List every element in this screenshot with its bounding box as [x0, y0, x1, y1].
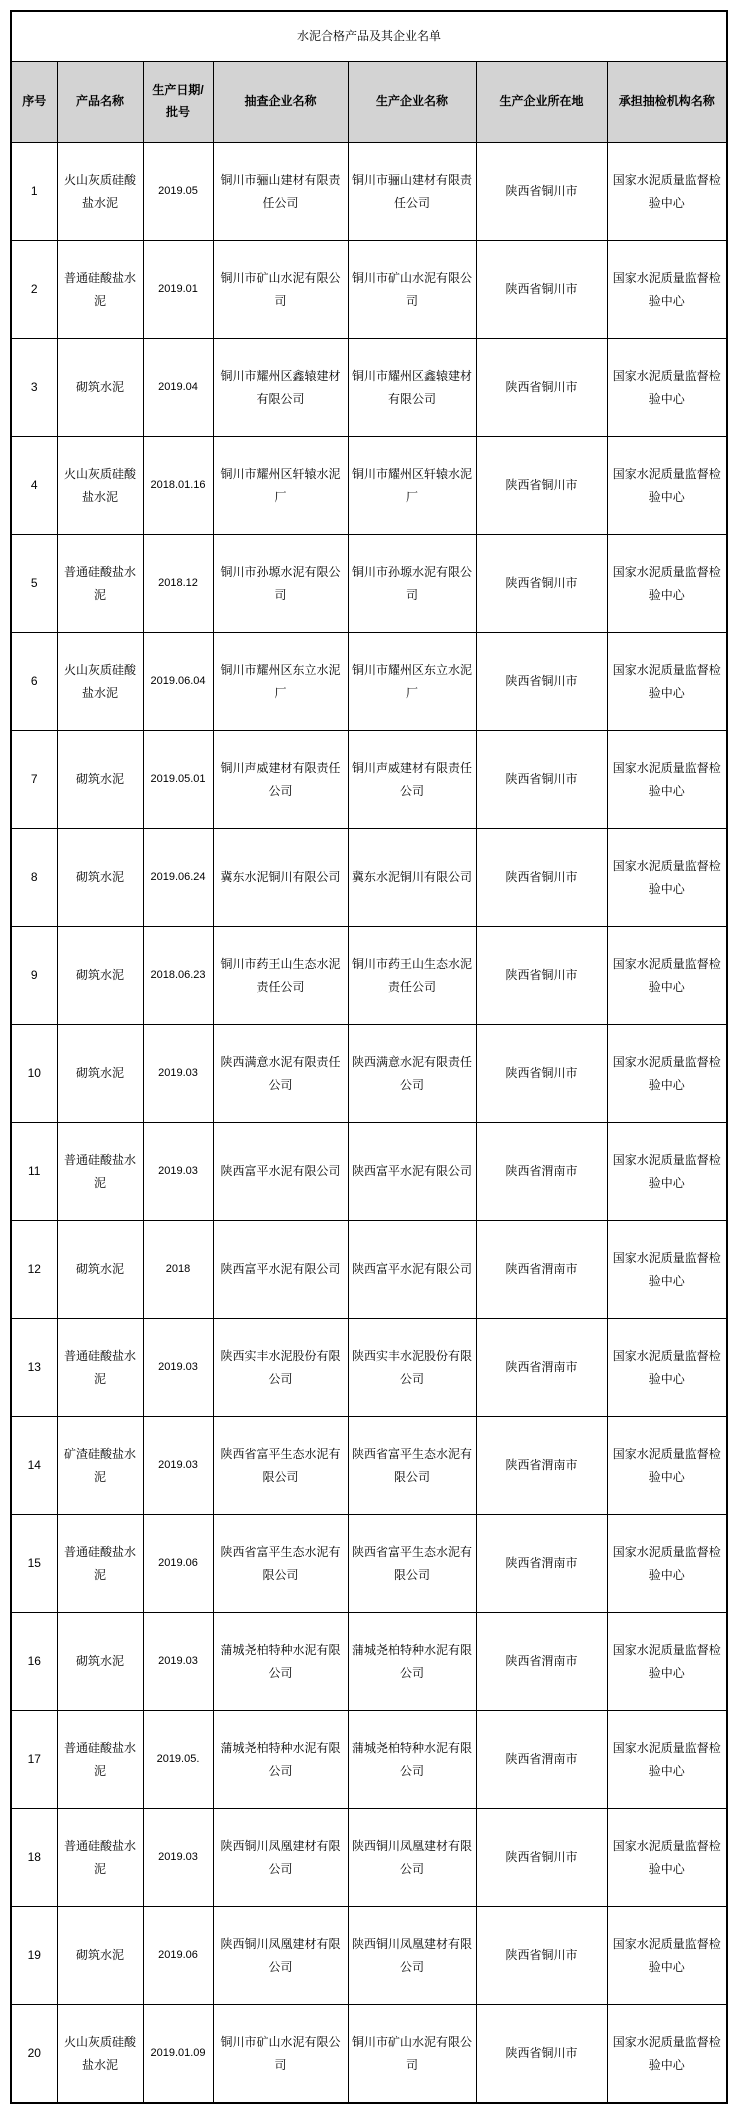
cell-producer-location: 陕西省渭南市	[476, 1221, 607, 1319]
cell-index: 5	[11, 535, 57, 633]
cell-producer: 铜川市耀州区鑫辕建材有限公司	[348, 339, 476, 437]
cell-inspection-agency: 国家水泥质量监督检验中心	[607, 633, 727, 731]
table-row	[11, 633, 727, 731]
table-row	[11, 1123, 727, 1221]
cell-index: 19	[11, 1907, 57, 2005]
cell-production-date: 2019.05.	[143, 1711, 213, 1809]
cell-index: 8	[11, 829, 57, 927]
cell-product-name: 普通硅酸盐水泥	[57, 1319, 143, 1417]
cell-product-name: 火山灰质硅酸盐水泥	[57, 633, 143, 731]
cell-producer: 陕西铜川凤凰建材有限公司	[348, 1907, 476, 2005]
table-row	[11, 1711, 727, 1809]
cell-producer-location: 陕西省渭南市	[476, 1613, 607, 1711]
column-header-index: 序号	[11, 62, 57, 143]
cell-producer: 陕西富平水泥有限公司	[348, 1221, 476, 1319]
cell-product-name: 普通硅酸盐水泥	[57, 1123, 143, 1221]
cell-product-name: 火山灰质硅酸盐水泥	[57, 2005, 143, 2104]
cell-producer: 铜川市耀州区东立水泥厂	[348, 633, 476, 731]
cell-sampled-company: 铜川市矿山水泥有限公司	[213, 241, 348, 339]
cell-producer-location: 陕西省铜川市	[476, 927, 607, 1025]
cell-sampled-company: 陕西富平水泥有限公司	[213, 1221, 348, 1319]
column-header-producer-location: 生产企业所在地	[476, 62, 607, 143]
cell-sampled-company: 陕西铜川凤凰建材有限公司	[213, 1809, 348, 1907]
cell-producer-location: 陕西省渭南市	[476, 1123, 607, 1221]
column-header-production-date: 生产日期/批号	[143, 62, 213, 143]
cell-production-date: 2019.03	[143, 1123, 213, 1221]
table-row	[11, 143, 727, 241]
cell-producer: 铜川市药王山生态水泥责任公司	[348, 927, 476, 1025]
cell-product-name: 砌筑水泥	[57, 1907, 143, 2005]
cell-producer: 陕西富平水泥有限公司	[348, 1123, 476, 1221]
column-header-inspection-agency: 承担抽检机构名称	[607, 62, 727, 143]
cell-inspection-agency: 国家水泥质量监督检验中心	[607, 1025, 727, 1123]
cell-product-name: 普通硅酸盐水泥	[57, 241, 143, 339]
table-title: 水泥合格产品及其企业名单	[11, 11, 727, 62]
cell-product-name: 普通硅酸盐水泥	[57, 1809, 143, 1907]
cell-producer: 陕西实丰水泥股份有限公司	[348, 1319, 476, 1417]
cell-sampled-company: 铜川市药王山生态水泥责任公司	[213, 927, 348, 1025]
cell-inspection-agency: 国家水泥质量监督检验中心	[607, 1319, 727, 1417]
cell-inspection-agency: 国家水泥质量监督检验中心	[607, 241, 727, 339]
cell-production-date: 2019.01.09	[143, 2005, 213, 2104]
cell-inspection-agency: 国家水泥质量监督检验中心	[607, 143, 727, 241]
cell-producer-location: 陕西省铜川市	[476, 535, 607, 633]
cell-producer: 蒲城尧柏特种水泥有限公司	[348, 1613, 476, 1711]
cell-producer-location: 陕西省铜川市	[476, 241, 607, 339]
cell-inspection-agency: 国家水泥质量监督检验中心	[607, 2005, 727, 2104]
cell-sampled-company: 铜川市耀州区鑫辕建材有限公司	[213, 339, 348, 437]
table-row	[11, 1907, 727, 2005]
cell-sampled-company: 陕西满意水泥有限责任公司	[213, 1025, 348, 1123]
cell-production-date: 2019.04	[143, 339, 213, 437]
table-row	[11, 731, 727, 829]
cell-sampled-company: 铜川市耀州区轩辕水泥厂	[213, 437, 348, 535]
cell-inspection-agency: 国家水泥质量监督检验中心	[607, 1613, 727, 1711]
cell-producer-location: 陕西省铜川市	[476, 633, 607, 731]
table-title-row	[11, 11, 727, 62]
cell-sampled-company: 陕西实丰水泥股份有限公司	[213, 1319, 348, 1417]
table-row	[11, 1515, 727, 1613]
cell-producer: 陕西省富平生态水泥有限公司	[348, 1515, 476, 1613]
cell-production-date: 2018	[143, 1221, 213, 1319]
cell-index: 3	[11, 339, 57, 437]
cell-product-name: 普通硅酸盐水泥	[57, 1711, 143, 1809]
cell-production-date: 2019.05.01	[143, 731, 213, 829]
cell-inspection-agency: 国家水泥质量监督检验中心	[607, 829, 727, 927]
cell-index: 20	[11, 2005, 57, 2104]
cell-inspection-agency: 国家水泥质量监督检验中心	[607, 927, 727, 1025]
cell-producer: 陕西铜川凤凰建材有限公司	[348, 1809, 476, 1907]
column-header-product-name: 产品名称	[57, 62, 143, 143]
cement-products-table	[10, 10, 728, 2104]
cell-producer-location: 陕西省铜川市	[476, 143, 607, 241]
table-row	[11, 1221, 727, 1319]
cell-inspection-agency: 国家水泥质量监督检验中心	[607, 1123, 727, 1221]
cell-index: 11	[11, 1123, 57, 1221]
cell-sampled-company: 铜川市矿山水泥有限公司	[213, 2005, 348, 2104]
table-body	[11, 143, 727, 2104]
table-row	[11, 2005, 727, 2104]
cell-index: 4	[11, 437, 57, 535]
cell-index: 12	[11, 1221, 57, 1319]
cell-producer: 冀东水泥铜川有限公司	[348, 829, 476, 927]
cell-producer-location: 陕西省铜川市	[476, 1809, 607, 1907]
cell-production-date: 2019.01	[143, 241, 213, 339]
cell-sampled-company: 铜川市耀州区东立水泥厂	[213, 633, 348, 731]
table-row	[11, 339, 727, 437]
cell-index: 7	[11, 731, 57, 829]
cell-index: 18	[11, 1809, 57, 1907]
cell-product-name: 普通硅酸盐水泥	[57, 1515, 143, 1613]
table-row	[11, 1613, 727, 1711]
cell-sampled-company: 蒲城尧柏特种水泥有限公司	[213, 1711, 348, 1809]
cell-product-name: 砌筑水泥	[57, 339, 143, 437]
cell-index: 1	[11, 143, 57, 241]
cell-inspection-agency: 国家水泥质量监督检验中心	[607, 1809, 727, 1907]
cell-index: 6	[11, 633, 57, 731]
cell-product-name: 矿渣硅酸盐水泥	[57, 1417, 143, 1515]
cell-inspection-agency: 国家水泥质量监督检验中心	[607, 1907, 727, 2005]
cell-product-name: 普通硅酸盐水泥	[57, 535, 143, 633]
cell-inspection-agency: 国家水泥质量监督检验中心	[607, 1711, 727, 1809]
cell-product-name: 火山灰质硅酸盐水泥	[57, 437, 143, 535]
table-header-row	[11, 62, 727, 143]
cell-producer: 铜川市矿山水泥有限公司	[348, 241, 476, 339]
cell-inspection-agency: 国家水泥质量监督检验中心	[607, 1221, 727, 1319]
table-row	[11, 437, 727, 535]
cell-production-date: 2019.06	[143, 1907, 213, 2005]
cell-producer: 陕西满意水泥有限责任公司	[348, 1025, 476, 1123]
cell-sampled-company: 陕西富平水泥有限公司	[213, 1123, 348, 1221]
cell-producer: 铜川市耀州区轩辕水泥厂	[348, 437, 476, 535]
cell-product-name: 砌筑水泥	[57, 1613, 143, 1711]
cell-index: 16	[11, 1613, 57, 1711]
table-row	[11, 927, 727, 1025]
cell-index: 17	[11, 1711, 57, 1809]
cell-inspection-agency: 国家水泥质量监督检验中心	[607, 535, 727, 633]
cell-producer: 铜川声威建材有限责任公司	[348, 731, 476, 829]
cell-inspection-agency: 国家水泥质量监督检验中心	[607, 1417, 727, 1515]
cell-sampled-company: 陕西省富平生态水泥有限公司	[213, 1515, 348, 1613]
cell-sampled-company: 陕西铜川凤凰建材有限公司	[213, 1907, 348, 2005]
cell-inspection-agency: 国家水泥质量监督检验中心	[607, 437, 727, 535]
column-header-sampled-company: 抽查企业名称	[213, 62, 348, 143]
cell-product-name: 砌筑水泥	[57, 1221, 143, 1319]
cell-producer-location: 陕西省渭南市	[476, 1319, 607, 1417]
table-row	[11, 1025, 727, 1123]
table-row	[11, 241, 727, 339]
cell-producer: 铜川市矿山水泥有限公司	[348, 2005, 476, 2104]
table-row	[11, 829, 727, 927]
cell-production-date: 2019.03	[143, 1319, 213, 1417]
cell-index: 10	[11, 1025, 57, 1123]
cell-index: 14	[11, 1417, 57, 1515]
cell-producer-location: 陕西省铜川市	[476, 2005, 607, 2104]
cell-production-date: 2019.03	[143, 1025, 213, 1123]
cell-production-date: 2018.12	[143, 535, 213, 633]
cell-producer-location: 陕西省铜川市	[476, 339, 607, 437]
cell-sampled-company: 铜川市孙塬水泥有限公司	[213, 535, 348, 633]
column-header-producer: 生产企业名称	[348, 62, 476, 143]
cell-production-date: 2019.06.24	[143, 829, 213, 927]
cell-index: 9	[11, 927, 57, 1025]
cell-producer-location: 陕西省渭南市	[476, 1515, 607, 1613]
cell-production-date: 2019.03	[143, 1417, 213, 1515]
cell-product-name: 砌筑水泥	[57, 1025, 143, 1123]
cell-index: 13	[11, 1319, 57, 1417]
cell-production-date: 2019.03	[143, 1613, 213, 1711]
cell-producer-location: 陕西省铜川市	[476, 1025, 607, 1123]
cell-producer: 铜川市孙塬水泥有限公司	[348, 535, 476, 633]
cell-inspection-agency: 国家水泥质量监督检验中心	[607, 1515, 727, 1613]
table-row	[11, 1809, 727, 1907]
cell-producer-location: 陕西省铜川市	[476, 731, 607, 829]
cell-product-name: 火山灰质硅酸盐水泥	[57, 143, 143, 241]
cell-producer: 蒲城尧柏特种水泥有限公司	[348, 1711, 476, 1809]
cell-producer-location: 陕西省铜川市	[476, 1907, 607, 2005]
cell-sampled-company: 冀东水泥铜川有限公司	[213, 829, 348, 927]
cell-index: 15	[11, 1515, 57, 1613]
cell-sampled-company: 陕西省富平生态水泥有限公司	[213, 1417, 348, 1515]
cell-product-name: 砌筑水泥	[57, 731, 143, 829]
cell-sampled-company: 铜川声威建材有限责任公司	[213, 731, 348, 829]
cell-production-date: 2019.05	[143, 143, 213, 241]
cell-production-date: 2019.06	[143, 1515, 213, 1613]
cell-inspection-agency: 国家水泥质量监督检验中心	[607, 731, 727, 829]
cell-production-date: 2018.01.16	[143, 437, 213, 535]
cell-index: 2	[11, 241, 57, 339]
cell-producer: 陕西省富平生态水泥有限公司	[348, 1417, 476, 1515]
cell-producer-location: 陕西省渭南市	[476, 1711, 607, 1809]
cell-production-date: 2019.06.04	[143, 633, 213, 731]
cell-product-name: 砌筑水泥	[57, 927, 143, 1025]
cell-sampled-company: 铜川市骊山建材有限责任公司	[213, 143, 348, 241]
cell-producer-location: 陕西省铜川市	[476, 437, 607, 535]
table-row	[11, 535, 727, 633]
cell-inspection-agency: 国家水泥质量监督检验中心	[607, 339, 727, 437]
cell-producer-location: 陕西省铜川市	[476, 829, 607, 927]
cell-product-name: 砌筑水泥	[57, 829, 143, 927]
cell-production-date: 2018.06.23	[143, 927, 213, 1025]
cell-sampled-company: 蒲城尧柏特种水泥有限公司	[213, 1613, 348, 1711]
table-row	[11, 1319, 727, 1417]
cell-producer-location: 陕西省渭南市	[476, 1417, 607, 1515]
table-row	[11, 1417, 727, 1515]
cell-producer: 铜川市骊山建材有限责任公司	[348, 143, 476, 241]
cell-production-date: 2019.03	[143, 1809, 213, 1907]
